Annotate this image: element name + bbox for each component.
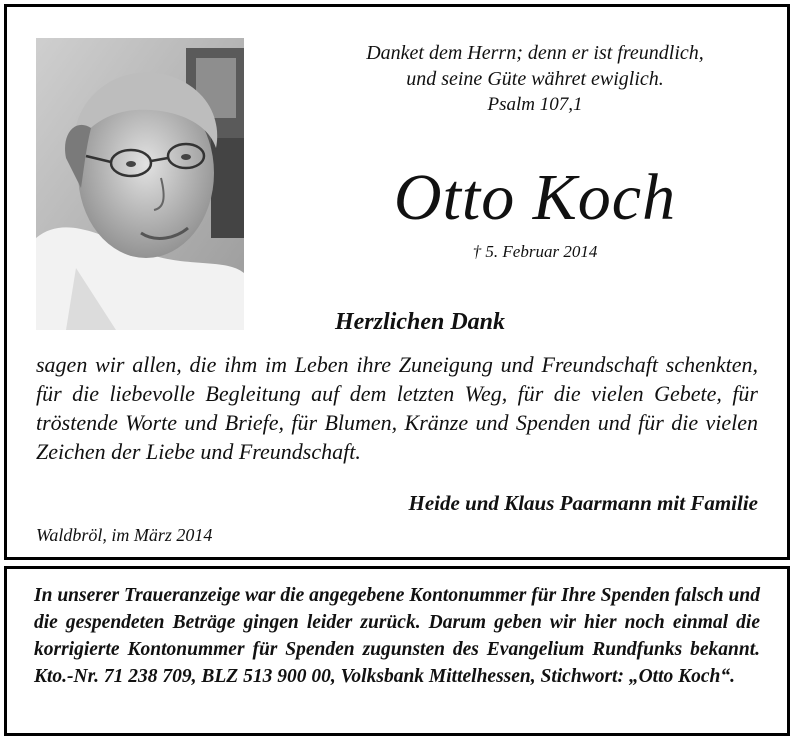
psalm-line-2: und seine Güte währet ewiglich.	[406, 68, 664, 90]
correction-notice: In unserer Traueranzeige war die angegebene Kontonummer für Ihre Spenden falsch und die gespendeten Beträge gingen leider zurück. Darum geben wir hier noch einmal die korrigierte Kontonummer für Spenden zugunsten des Evangelium Rundfunks bekannt. Kto.-Nr. 71 238 709, BLZ 513 900 00, Volksbank Mittelhessen, Stichwort: „Otto Koch“.	[34, 585, 760, 687]
thanks-heading: Herzlichen Dank	[334, 309, 505, 335]
place-date: Waldbröl, im März 2014	[36, 525, 213, 545]
signature-line: Heide und Klaus Paarmann mit Familie	[408, 491, 758, 515]
portrait-photo	[36, 38, 244, 330]
death-date: † 5. Februar 2014	[472, 242, 598, 261]
psalm-line-1: Danket dem Herrn; denn er ist freundlich,	[366, 42, 704, 64]
psalm-quote	[300, 40, 770, 118]
psalm-reference: Psalm 107,1	[487, 94, 583, 115]
thanks-body: sagen wir allen, die ihm im Leben ihre Zuneigung und Freundschaft schenkten, für die liebevolle Begleitung auf dem letzten Weg, für die vielen Gebete, für tröstende Worte und Briefe, für Blumen, Kränze und Spenden und für die vielen Zeichen der Liebe und Freundschaft.	[36, 352, 758, 464]
deceased-name: Otto Koch	[393, 161, 677, 234]
